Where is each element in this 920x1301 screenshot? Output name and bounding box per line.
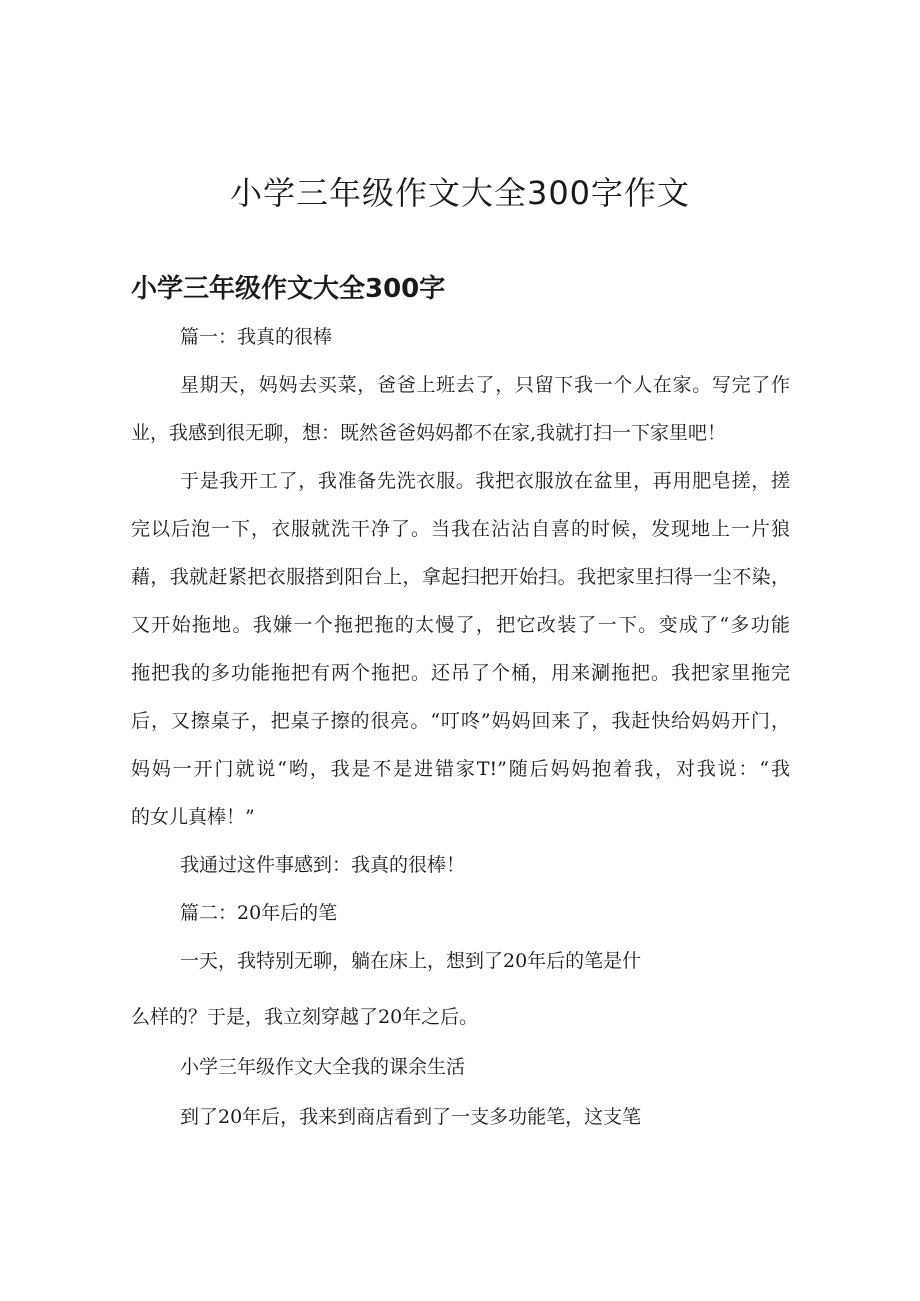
text-line-9: 后，又擦桌子，把桌子擦的很亮。“叮咚”妈妈回来了，我赶快给妈妈开门，	[131, 710, 790, 732]
text-line-7: 又开始拖地。我嫌一个拖把拖的太慢了，把它改装了一下。变成了“多功能	[131, 614, 790, 636]
text-line-6: 藉，我就赶紧把衣服搭到阳台上，拿起扫把开始扫。我把家里扫得一尘不染，	[131, 566, 790, 588]
text-line-3: 业，我感到很无聊，想：既然爸爸妈妈都不在家,我就打扫一下家里吧！	[131, 422, 727, 444]
text-line-17: 到了20年后，我来到商店看到了一支多功能笔，这支笔	[180, 1106, 642, 1128]
text-line-5: 完以后泡一下，衣服就洗干净了。当我在沾沾自喜的时候，发现地上一片狼	[131, 518, 790, 540]
text-line-4: 于是我开工了，我准备先洗衣服。我把衣服放在盆里，再用肥皂搓，搓	[180, 470, 790, 492]
text-line-11: 的女儿真棒！”	[131, 806, 255, 828]
text-line-8: 拖把我的多功能拖把有两个拖把。还吊了个桶，用来涮拖把。我把家里拖完	[131, 662, 790, 684]
section-heading: 小学三年级作文大全300字	[131, 274, 446, 304]
text-line-1: 篇一：我真的很棒	[180, 326, 333, 348]
text-line-12: 我通过这件事感到：我真的很棒！	[180, 854, 466, 876]
text-line-16: 小学三年级作文大全我的课余生活	[180, 1056, 466, 1078]
text-line-14: 一天，我特别无聊，躺在床上，想到了20年后的笔是什	[180, 950, 642, 972]
text-line-10: 妈妈一开门就说“哟，我是不是进错家T!”随后妈妈抱着我，对我说：“我	[131, 758, 790, 780]
text-line-2: 星期天，妈妈去买菜，爸爸上班去了，只留下我一个人在家。写完了作	[180, 374, 790, 396]
text-line-15: 么样的？于是，我立刻穿越了20年之后。	[131, 1006, 479, 1028]
document-title: 小学三年级作文大全300字作文	[229, 174, 691, 212]
text-line-13: 篇二：20年后的笔	[180, 902, 338, 924]
